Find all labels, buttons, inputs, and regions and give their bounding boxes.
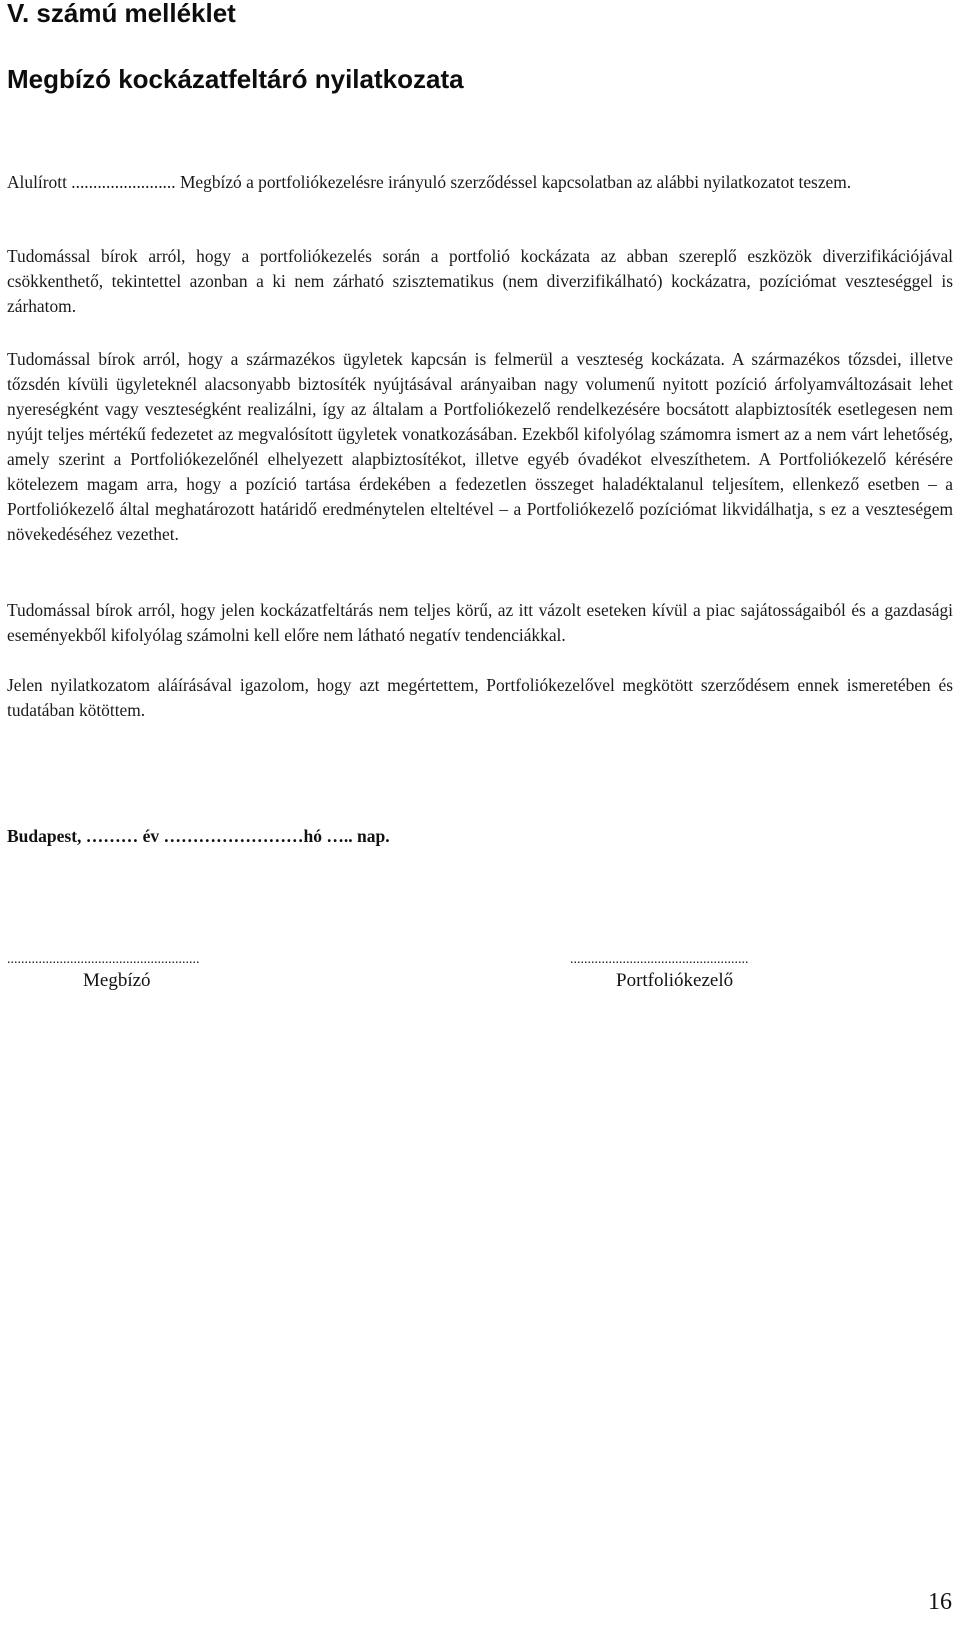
signature-block-client xyxy=(7,952,267,994)
paragraph-derivatives-risk: Tudomással bírok arról, hogy a származékos ügyletek kapcsán is felmerül a veszteség kockázata. A származékos tőzsdei, illetve tőzsdén kívüli ügyleteknél alacsonyabb biztosíték nyújtásával arányaiban nagy volumenű nyitott pozíció árfolyamváltozásait lehet nyereségként vagy veszteségként realizálni, így az általam a Portfoliókezelő rendelkezésére bocsátott alapbiztosíték esetlegesen nem nyújt teljes mértékű fedezetet az megvalósított ügyletek vonatkozásában. Ezekből kifolyólag számomra ismert az a nem várt lehetőség, amely szerint a Portfoliókezelőnél elhelyezett alapbiztosítékot, illetve egyéb óvadékot elveszíthetem. A Portfoliókezelő kérésére kötelezem magam arra, hogy a pozíció tartása érdekében a fedezetlen összeget haladéktalanul teljesítem, ellenkező esetben – a Portfoliókezelő által meghatározott határidő eredménytelen elteltével – a Portfoliókezelő pozíciómat likvidálhatja, s ez a veszteségem növekedéséhez vezethet. xyxy=(7,349,953,544)
signature-label: Portfoliókezelő xyxy=(616,970,734,991)
page-number: 16 xyxy=(928,1589,952,1615)
document-title: Megbízó kockázatfeltáró nyilatkozata xyxy=(7,64,464,94)
paragraph-acknowledgement: Jelen nyilatkozatom aláírásával igazolom, hogy azt megértettem, Portfoliókezelővel megkötött szerződésem ennek ismeretében és tudatában kötöttem. xyxy=(7,675,953,720)
signature-label: Megbízó xyxy=(83,970,151,991)
paragraph-systematic-risk: Tudomással bírok arról, hogy a portfoliókezelés során a portfolió kockázata az abban szereplő eszközök diverzifikációjával csökkenthető, tekintettel azonban a ki nem zárható szisztematikus (nem diverzifikálható) kockázatra, pozíciómat veszteséggel is zárhatom. xyxy=(7,246,953,316)
signature-line: ....................................................... xyxy=(7,952,200,967)
signature-line: ................................................... xyxy=(570,952,749,967)
annex-title: V. számú melléklet xyxy=(7,0,236,28)
place-and-date: Budapest, ……… év ……………………hó ….. nap. xyxy=(7,826,390,846)
intro-paragraph: Alulírott ........................ Megbízó a portfoliókezelésre irányuló szerződéssel kapcsolatban az alábbi nyilatkozatot teszem. xyxy=(7,172,852,192)
paragraph-incomplete-disclosure: Tudomással bírok arról, hogy jelen kockázatfeltárás nem teljes körű, az itt vázolt eseteken kívül a piac sajátosságaiból és a gazdasági eseményekből kifolyólag számolni kell előre nem látható negatív tendenciákkal. xyxy=(7,600,953,645)
signature-block-portfolio-manager xyxy=(570,952,830,994)
